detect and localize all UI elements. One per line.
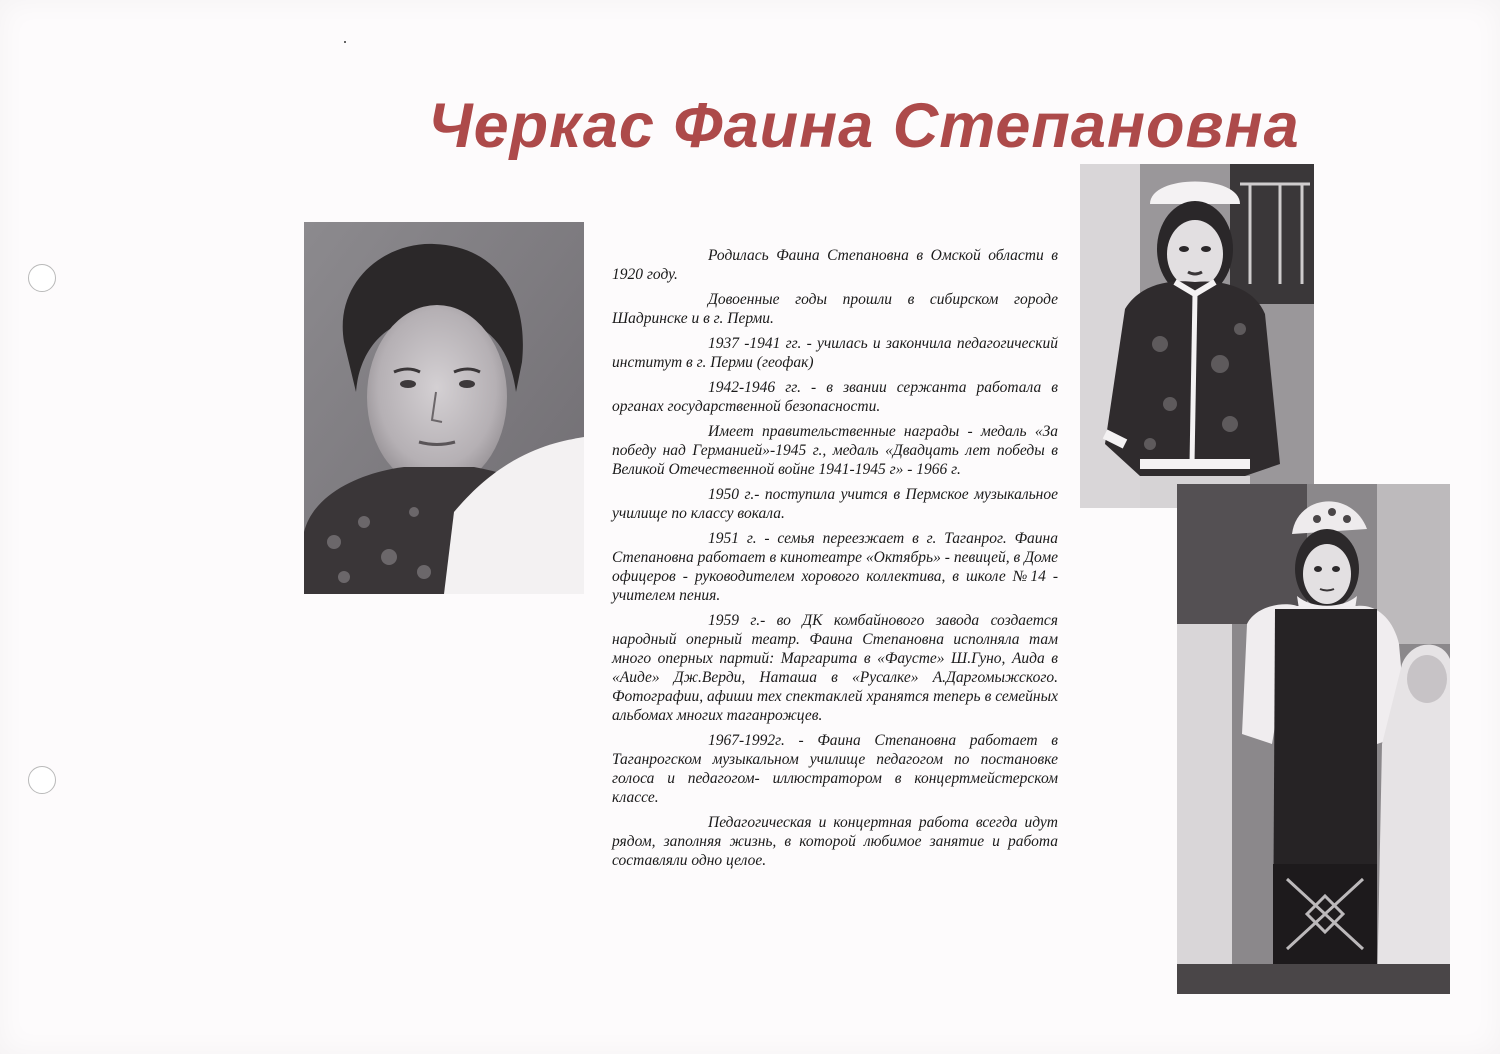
biography-text: [612, 246, 1058, 876]
bio-paragraph: 1937 -1941 гг. - училась и закончила педагогический институт в г. Перми (геофак): [612, 335, 1058, 371]
bio-paragraph: 1950 г.- поступила учится в Пермское музыкальное училище по классу вокала.: [612, 486, 1058, 522]
scan-speck: [344, 41, 346, 43]
stage-photo-costume-fur: [1080, 164, 1314, 508]
bio-paragraph: 1967-1992г. - Фаина Степановна работает в Таганрогском музыкальном училище педагогом по постановке голоса и педагогом- иллюстратором в концертмейстерском классе.: [612, 732, 1058, 806]
punch-hole-top: [28, 264, 56, 292]
bio-paragraph: Родилась Фаина Степановна в Омской области в 1920 году.: [612, 247, 1058, 283]
stage-photo-kokoshnik: [1177, 484, 1450, 994]
page-title: Черкас Фаина Степановна: [428, 91, 1300, 161]
bio-paragraph: 1951 г. - семья переезжает в г. Таганрог. Фаина Степановна работает в кинотеатре «Октябрь» - певицей, в Доме офицеров - руководителем хорового коллектива, в школе №14 - учителем пения.: [612, 530, 1058, 604]
bio-paragraph: Педагогическая и концертная работа всегда идут рядом, заполняя жизнь, в которой любимое занятие и работа составляли одно целое.: [612, 814, 1058, 869]
bio-paragraph: 1942-1946 гг. - в звании сержанта работала в органах государственной безопасности.: [612, 379, 1058, 415]
bio-paragraph: 1959 г.- во ДК комбайнового завода создается народный оперный театр. Фаина Степановна исполняла там много оперных партий: Маргарита в «Фаусте» Ш.Гуно, Аида в «Аиде» Дж.Верди, Наташа в «Русалке» А.Даргомыжского. Фотографии, афиши тех спектаклей хранятся теперь в семейных альбомах многих таганрожцев.: [612, 612, 1058, 724]
bio-paragraph: Имеет правительственные награды - медаль «За победу над Германией»-1945 г., медаль «Двадцать лет победы в Великой Отечественной войне 1941-1945 г» - 1966 г.: [612, 423, 1058, 478]
portrait-photo: [304, 222, 584, 594]
bio-paragraph: Довоенные годы прошли в сибирском городе Шадринске и в г. Перми.: [612, 291, 1058, 327]
punch-hole-bottom: [28, 766, 56, 794]
